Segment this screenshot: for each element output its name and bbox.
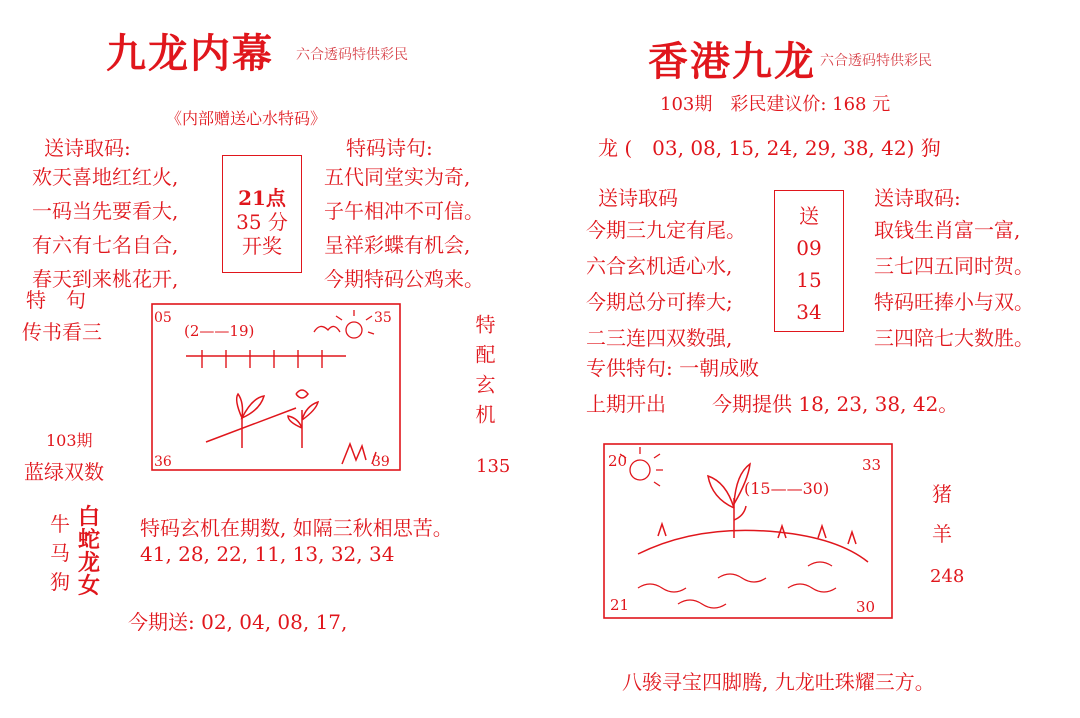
poem-line: 六合玄机适心水, [586, 254, 733, 278]
zodiac: 狗 [50, 570, 70, 594]
right-subtitle: 六合透码特供彩民 [820, 53, 932, 69]
corner-top-right: 33 [862, 456, 882, 474]
zodiac: 女 [78, 573, 101, 599]
right-footer: 八骏寻宝四脚腾, 九龙吐珠耀三方。 [622, 670, 935, 694]
zodiac: 牛 [50, 512, 70, 536]
drawing-waves [638, 562, 836, 608]
poem-line: 三四陪七大数胜。 [874, 326, 1034, 350]
drawing-range: (15——30) [744, 479, 830, 498]
right-special: 专供特句: 一朝成败 [586, 356, 760, 380]
drawing-fence-posts [202, 350, 322, 368]
poem-line: 呈祥彩蝶有机会, [324, 233, 471, 257]
zodiac: 羊 [932, 522, 952, 546]
right-title: 香港九龙 [648, 38, 816, 85]
left-tema-poem [324, 160, 484, 296]
zodiac: 猪 [932, 482, 952, 506]
left-poem [32, 160, 178, 296]
poem-line: 春天到来桃花开, [32, 267, 179, 291]
left-zodiac-col1 [50, 510, 70, 597]
poem-line: 今期三九定有尾。 [586, 218, 746, 242]
poem-line: 一码当先要看大, [32, 199, 179, 223]
right-last-label: 上期开出 [586, 392, 666, 416]
drawing-range: (2——19) [184, 322, 255, 340]
box-number: 15 [796, 268, 822, 292]
draw-label: 开奖 [242, 234, 282, 258]
right-side-zodiac [932, 474, 952, 554]
right-drawing [598, 438, 898, 624]
zodiac: 蛇 [78, 527, 101, 553]
left-tema-heading: 特码诗句: [346, 136, 433, 160]
left-side-number: 135 [476, 456, 511, 477]
poem-line: 欢天喜地红红火, [32, 165, 179, 189]
drawing-plants [206, 390, 376, 464]
corner-top-left: 05 [154, 310, 172, 326]
corner-top-right: 35 [374, 310, 392, 326]
corner-top-left: 20 [608, 452, 628, 470]
box-number: 09 [796, 236, 822, 260]
left-period-text: 蓝绿双数 [24, 460, 104, 484]
right-side-number: 248 [930, 566, 965, 587]
right-center-box-text [774, 200, 844, 328]
left-subtitle: 六合透码特供彩民 [296, 47, 408, 63]
left-today: 今期送: 02, 04, 08, 17, [128, 610, 348, 634]
poem-line: 取钱生肖富一富, [874, 218, 1021, 242]
left-poem-heading: 送诗取码: [44, 136, 131, 160]
right-dragon-line: 龙 ( 03, 08, 15, 24, 29, 38, 42) 狗 [598, 136, 941, 160]
zodiac: 马 [50, 541, 70, 565]
poem-line: 有六有七名自合, [32, 233, 179, 257]
left-period: 103期 [46, 431, 93, 450]
drawing-hill [638, 530, 868, 562]
corner-bottom-right: 30 [856, 598, 876, 616]
box-number: 34 [796, 300, 822, 324]
zodiac: 龙 [78, 550, 101, 576]
box-label: 送 [799, 204, 819, 228]
poem-line: 五代同堂实为奇, [324, 165, 471, 189]
right-poem-heading-right: 送诗取码: [874, 186, 961, 210]
poem-line: 三七四五同时贺。 [874, 254, 1034, 278]
poem-line: 二三连四双数强, [586, 326, 733, 350]
right-price: 103期 彩民建议价: 168 元 [660, 94, 891, 115]
left-side-vertical: 特配玄机 [472, 314, 496, 434]
left-center-box-text [222, 186, 302, 258]
left-numbers: 41, 28, 22, 11, 13, 32, 34 [140, 542, 395, 566]
left-drawing [146, 298, 406, 478]
right-poem-heading-left: 送诗取码 [598, 186, 678, 210]
poem-line: 今期特码公鸡来。 [324, 267, 484, 291]
draw-time: 21点 [238, 186, 286, 210]
right-poem-left [586, 212, 746, 356]
right-poem-right [874, 212, 1034, 356]
right-last-text: 今期提供 18, 23, 38, 42。 [712, 392, 959, 416]
drawing-tree [658, 464, 856, 544]
corner-bottom-left: 21 [610, 596, 630, 614]
left-clue: 特码玄机在期数, 如隔三秋相思苦。 [140, 516, 453, 540]
left-special-text: 传书看三 [22, 320, 102, 344]
zodiac: 白 [78, 504, 101, 530]
poem-line: 特码旺捧小与双。 [874, 290, 1034, 314]
left-title: 九龙内幕 [106, 30, 274, 77]
left-special-label: 特 句 [26, 288, 86, 312]
left-note: 《内部赠送心水特码》 [166, 109, 327, 128]
poem-line: 今期总分可捧大; [586, 290, 733, 314]
draw-minute: 35 分 [236, 210, 288, 234]
left-zodiac-col2 [78, 506, 100, 598]
poem-line: 子午相冲不可信。 [324, 199, 484, 223]
drawing-sun [314, 310, 374, 338]
corner-bottom-left: 36 [154, 454, 172, 470]
corner-bottom-right: 39 [372, 454, 390, 470]
